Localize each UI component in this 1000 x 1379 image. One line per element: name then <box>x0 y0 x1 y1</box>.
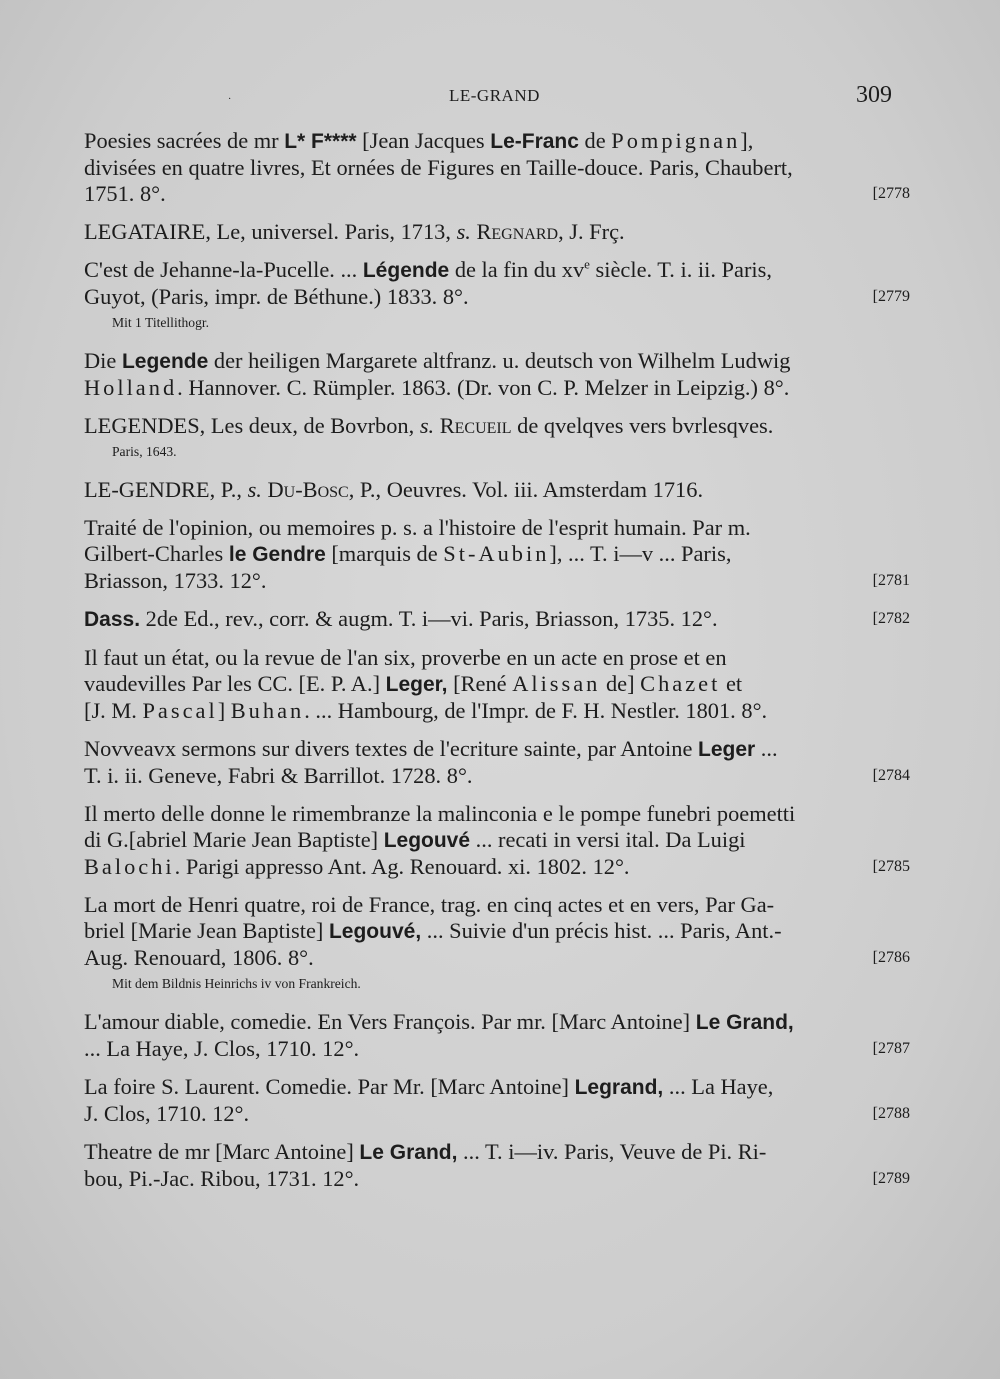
catalog-entry <box>84 128 910 207</box>
entry-line: L'amour diable, comedie. En Vers François. Par mr. [Marc Antoine] Le Grand, <box>84 1009 794 1034</box>
catalog-entry <box>84 645 910 724</box>
catalog-entry <box>84 413 910 465</box>
entry-note: Mit dem Bildnis Heinrichs iv von Frankreich. <box>112 976 361 991</box>
entry-line: vaudevilles Par les CC. [E. P. A.] Leger, [René Alissan de] Chazet et <box>84 671 743 696</box>
entry-line: LE-GENDRE, P., s. Du-Bosc, P., Oeuvres. Vol. iii. Amsterdam 1716. <box>84 477 704 502</box>
catalog-entry <box>84 257 910 336</box>
entry-number: [2788 <box>872 1105 910 1122</box>
catalog-entry <box>84 606 910 633</box>
ink-dot: · <box>228 94 232 105</box>
catalog-entry <box>84 736 910 789</box>
entry-line: C'est de Jehanne-la-Pucelle. ... Légende de la fin du $xv^e$ siècle. T. i. ii. Paris, <box>84 256 772 282</box>
entry-line: Paris, 1643. <box>112 444 177 459</box>
entry-line: Briasson, 1733. 12°. [2781 <box>84 568 910 593</box>
page-header <box>0 82 1000 110</box>
entry-line: J. Clos, 1710. 12°. [2788 <box>84 1101 910 1126</box>
entry-line: Il faut un état, ou la revue de l'an six, proverbe en un acte en prose et en <box>84 645 727 670</box>
running-title: LE-GRAND <box>449 86 540 105</box>
catalog-entry <box>84 219 910 245</box>
entry-line: ... La Haye, J. Clos, 1710. 12°. [2787 <box>84 1036 910 1061</box>
entry-line: LEGATAIRE, Le, universel. Paris, 1713, s. Regnard, J. Frç. <box>84 219 625 244</box>
entry-line: La mort de Henri quatre, roi de France, trag. en cinq actes et en vers, Par Ga- <box>84 892 775 917</box>
entry-number: [2781 <box>872 572 910 589</box>
entry-line: Traité de l'opinion, ou memoires p. s. a l'histoire de l'esprit humain. Par m. <box>84 515 751 540</box>
catalog-entry <box>84 801 910 880</box>
entry-number: [2779 <box>872 288 910 305</box>
catalog-entry <box>84 348 910 401</box>
entry-number: [2785 <box>872 858 910 875</box>
entry-number: [2786 <box>872 949 910 966</box>
catalog-entry <box>84 892 910 997</box>
entry-line: Aug. Renouard, 1806. 8°. [2786 <box>84 945 910 970</box>
catalog-entries <box>84 128 910 1204</box>
catalog-entry <box>84 1009 910 1062</box>
entry-number: [2778 <box>872 185 910 202</box>
entry-number: [2784 <box>872 767 910 784</box>
entry-line: Gilbert-Charles le Gendre [marquis de St-Aubin], ... T. i—v ... Paris, <box>84 541 732 566</box>
entry-number: [2787 <box>872 1040 910 1057</box>
entry-line: Die Legende der heiligen Margarete altfranz. u. deutsch von Wilhelm Ludwig <box>84 348 791 373</box>
entry-note: Mit 1 Titellithogr. <box>112 315 210 330</box>
entry-line: LEGENDES, Les deux, de Bovrbon, s. Recueil de qvelqves vers bvrlesqves. <box>84 413 774 438</box>
entry-line: [J. M. Pascal] Buhan. ... Hambourg, de l'Impr. de F. H. Nestler. 1801. 8°. <box>84 698 768 723</box>
entry-line: Theatre de mr [Marc Antoine] Le Grand, ... T. i—iv. Paris, Veuve de Pi. Ri- <box>84 1139 767 1164</box>
entry-line: Poesies sacrées de mr L* F**** [Jean Jacques Le-Franc de Pompignan], <box>84 128 754 153</box>
entry-line: Balochi. Parigi appresso Ant. Ag. Renouard. xi. 1802. 12°. [2785 <box>84 854 910 879</box>
entry-line: Novveavx sermons sur divers textes de l'ecriture sainte, par Antoine Leger ... <box>84 736 778 761</box>
entry-line: Holland. Hannover. C. Rümpler. 1863. (Dr. von C. P. Melzer in Leipzig.) 8°. <box>84 375 790 400</box>
page-number: 309 <box>856 82 892 108</box>
entry-line: Guyot, (Paris, impr. de Béthune.) 1833. 8°. [2779 <box>84 284 910 309</box>
entry-line: briel [Marie Jean Baptiste] Legouvé, ... Suivie d'un précis hist. ... Paris, Ant.- <box>84 918 782 943</box>
catalog-entry <box>84 1074 910 1127</box>
entry-line: Il merto delle donne le rimembranze la malinconia e le pompe funebri poemetti <box>84 801 796 826</box>
entry-line: 1751. 8°. [2778 <box>84 181 910 206</box>
catalog-entry <box>84 477 910 503</box>
entry-line: T. i. ii. Geneve, Fabri & Barrillot. 1728. 8°. [2784 <box>84 763 910 788</box>
entry-line: bou, Pi.-Jac. Ribou, 1731. 12°. [2789 <box>84 1166 910 1191</box>
entry-number: [2782 <box>872 610 910 627</box>
entry-line: La foire S. Laurent. Comedie. Par Mr. [Marc Antoine] Legrand, ... La Haye, <box>84 1074 774 1099</box>
catalog-entry <box>84 515 910 594</box>
entry-line: divisées en quatre livres, Et ornées de Figures en Taille-douce. Paris, Chaubert, <box>84 155 793 180</box>
entry-line: Dass. 2de Ed., rev., corr. & augm. T. i—vi. Paris, Briasson, 1735. 12°. [2782 <box>84 606 910 631</box>
catalog-entry <box>84 1139 910 1192</box>
entry-line: di G.[abriel Marie Jean Baptiste] Legouvé ... recati in versi ital. Da Luigi <box>84 827 746 852</box>
entry-number: [2789 <box>872 1170 910 1187</box>
